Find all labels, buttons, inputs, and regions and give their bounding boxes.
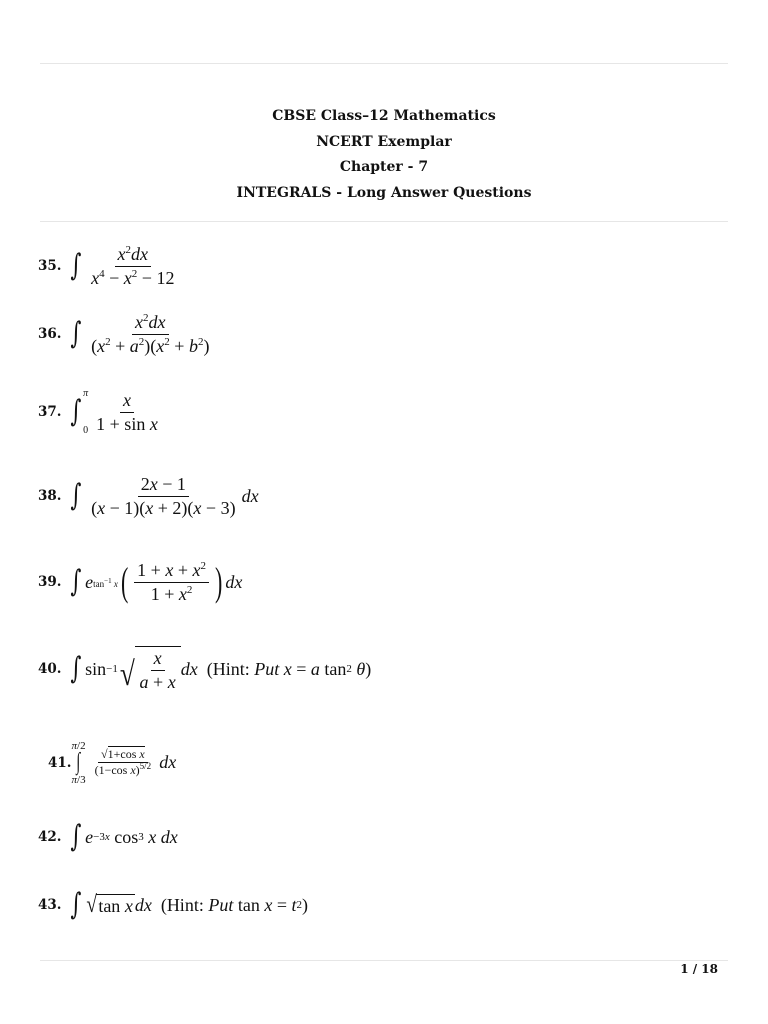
question-number: 42. xyxy=(38,829,62,845)
question-35 xyxy=(38,244,180,288)
question-41 xyxy=(48,740,176,786)
question-number: 38. xyxy=(38,488,62,505)
header-chapter: Chapter - 7 xyxy=(339,159,429,175)
question-number: 41. xyxy=(48,754,72,771)
integral-expression: ∫ e $\tan^{-1} x$ ( $\frac{1 + x + x^2}{1 + x^2}$ ) dx xyxy=(69,559,243,605)
question-number: 37. xyxy=(38,404,62,420)
question-36 xyxy=(38,312,215,356)
question-number: 39. xyxy=(38,574,62,591)
question-42 xyxy=(38,819,178,854)
footer-divider xyxy=(40,960,728,961)
hint-label: Hint: xyxy=(166,894,204,915)
page-indicator: 1 / 18 xyxy=(680,962,718,976)
hint-put: Put xyxy=(254,658,280,679)
question-number: 40. xyxy=(38,661,62,678)
header-course: CBSE Class–12 Mathematics xyxy=(272,108,496,124)
question-number: 43. xyxy=(38,897,62,913)
hint-label: Hint: xyxy=(212,658,250,679)
integral-expression: ∫ $\frac{x^2dx}{(x^2 + a^2)(x^2 + b^2)}$ xyxy=(69,312,210,356)
document-header xyxy=(0,104,768,206)
top-divider xyxy=(40,63,728,64)
integral-expression: π/2 ∫ π/3 $\frac{\text{√1+cos x}}{(1-\cos x)^{5/2}}$ dx xyxy=(71,740,177,786)
header-divider xyxy=(40,221,728,222)
question-number: 36. xyxy=(38,326,62,343)
integral-expression: ∫ $\frac{2x - 1}{(x - 1)(x + 2)(x - 3)}$ dx xyxy=(69,474,259,518)
question-number: 35. xyxy=(38,258,62,275)
integral-expression: ∫ e −3x cos 3 x dx xyxy=(69,819,178,854)
question-43 xyxy=(38,887,308,922)
integral-expression: ∫ $\frac{x^2dx}{x^4 - x^2 - 12}$ xyxy=(69,244,175,288)
header-book: NCERT Exemplar xyxy=(316,133,452,150)
question-40 xyxy=(38,646,371,692)
integral-expression: ∫ √ tan x dx ( Hint: Put tan x = t 2 ) xyxy=(69,887,308,922)
question-37 xyxy=(38,388,164,436)
question-38 xyxy=(38,474,259,518)
hint-put: Put xyxy=(208,894,234,915)
integral-expression: ∫ π 0 $\frac{x}{\text{1 + sin x}}$ xyxy=(69,388,158,436)
integral-expression: ∫ sin −1 √ $\frac{x}{a + x}$ dx ( Hint: Put x = a tan 2 θ ) xyxy=(69,648,372,694)
header-topic: INTEGRALS - Long Answer Questions xyxy=(236,184,532,201)
question-39 xyxy=(38,560,242,604)
